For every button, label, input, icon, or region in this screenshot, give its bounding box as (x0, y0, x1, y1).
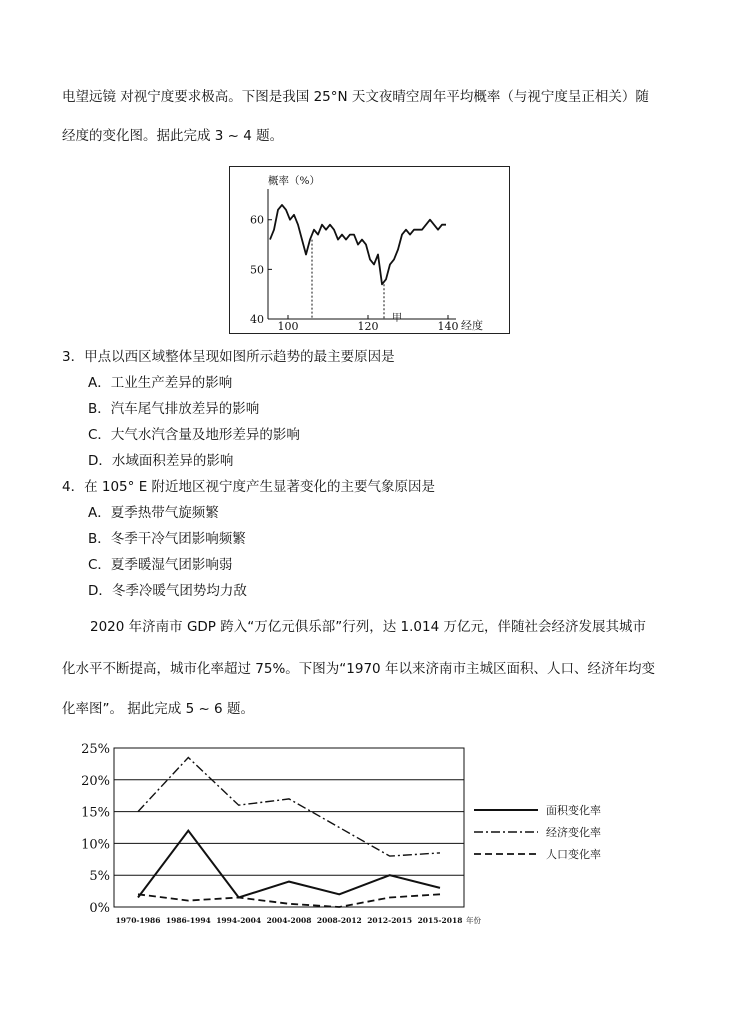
fig2-ytick-label: 5% (89, 869, 110, 885)
fig2-legend-label: 经济变化率 (546, 826, 601, 839)
intro1-line1: 电望远镜 对视宁度要求极高。下图是我国 25°N 天文夜晴空周年平均概率（与视宁度呈正相关）随 (62, 89, 649, 105)
q4-option-a: A．夏季热带气旋频繁 (88, 505, 219, 521)
probability-chart (230, 167, 509, 333)
q4-option-c: C．夏季暖湿气团影响弱 (88, 557, 233, 573)
probability-series-line (270, 205, 446, 284)
fig2-ytick-label: 0% (89, 901, 110, 916)
q3-option-c: C．大气水汽含量及地形差异的影响 (88, 427, 300, 443)
fig2-ytick-label: 10% (81, 837, 110, 853)
question-3-stem: 3．甲点以西区域整体呈现如图所示趋势的最主要原因是 (62, 349, 395, 365)
change-rate-figure (80, 740, 640, 930)
fig2-xtick-label: 1986-1994 (165, 916, 211, 925)
fig2-xtick-label: 2015-2018 (417, 916, 463, 925)
fig2-plot-frame (114, 748, 464, 907)
q3-option-a: A．工业生产差异的影响 (88, 375, 233, 391)
q4-option-d: D．冬季冷暖气团势均力敌 (88, 583, 247, 599)
fig2-series-line (138, 831, 440, 898)
fig1-annotation: 甲 (392, 313, 402, 324)
fig1-ylabel: 概率（%） (268, 175, 320, 187)
fig2-series-line (138, 758, 440, 857)
intro2-line2: 化水平不断提高，城市化率超过 75%。下图为“1970 年以来济南市主城区面积、人口、经济年均变 (62, 661, 655, 677)
fig1-xlabel: 经度 (461, 319, 483, 332)
fig1-ytick-label: 40 (250, 313, 264, 326)
fig2-xtick-label: 1994-2004 (216, 916, 262, 925)
fig2-xtick-label: 2012-2015 (367, 916, 413, 925)
fig2-xtick-label: 2004-2008 (266, 916, 312, 925)
fig2-ytick-label: 25% (81, 742, 110, 757)
fig2-legend-label: 面积变化率 (546, 804, 601, 817)
fig2-xlabel: 年份 (466, 916, 481, 925)
intro2-line1: 2020 年济南市 GDP 跨入“万亿元俱乐部”行列，达 1.014 万亿元，伴随社会经济发展其城市 (90, 619, 646, 635)
fig1-xtick-label: 100 (277, 320, 299, 333)
fig1-xtick-label: 140 (437, 320, 459, 333)
fig2-legend-label: 人口变化率 (546, 848, 601, 861)
q3-option-b: B．汽车尾气排放差异的影响 (88, 401, 260, 417)
fig2-ytick-label: 15% (81, 805, 110, 821)
fig1-ytick-label: 60 (250, 213, 264, 227)
fig1-xtick-label: 120 (357, 320, 379, 333)
q4-option-b: B．冬季干冷气团影响频繁 (88, 531, 246, 547)
intro1-line2: 经度的变化图。据此完成 3 ~ 4 题。 (62, 128, 284, 144)
fig2-ytick-label: 20% (81, 773, 110, 789)
fig1-ytick-label: 50 (250, 263, 264, 277)
change-rate-chart (80, 740, 640, 930)
fig2-xtick-label: 1970-1986 (115, 916, 161, 925)
q3-option-d: D．水域面积差异的影响 (88, 453, 234, 469)
probability-longitude-figure (229, 166, 510, 334)
question-4-stem: 4．在 105° E 附近地区视宁度产生显著变化的主要气象原因是 (62, 479, 436, 495)
intro2-line3: 化率图”。 据此完成 5 ~ 6 题。 (62, 701, 254, 717)
fig2-series-line (138, 894, 440, 907)
fig2-xtick-label: 2008-2012 (316, 916, 362, 925)
